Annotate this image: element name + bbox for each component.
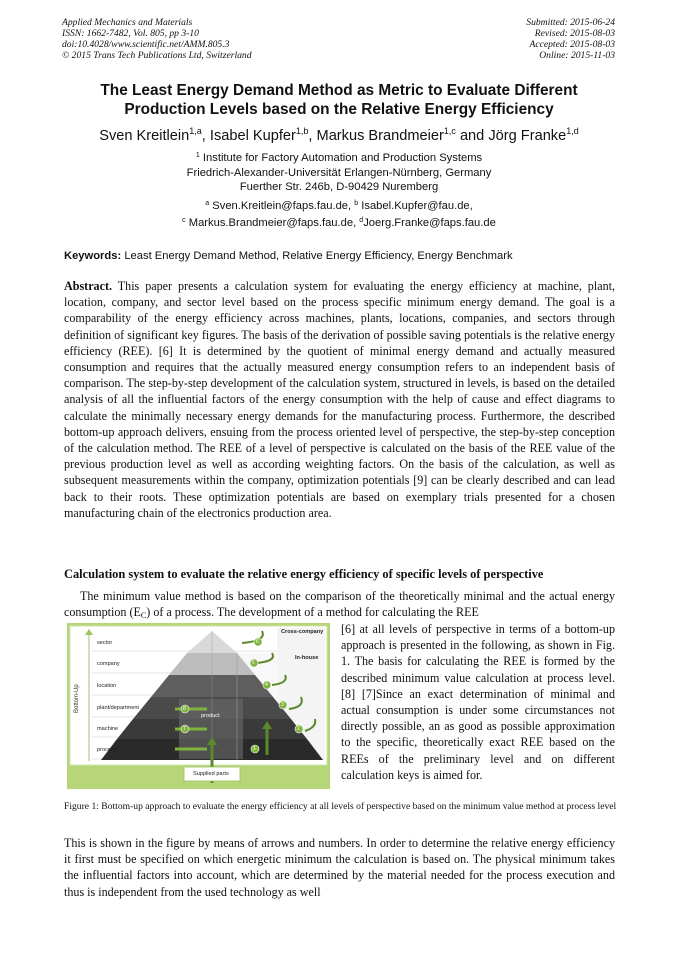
journal-copyright: © 2015 Trans Tech Publications Ltd, Switzerland xyxy=(62,50,252,61)
abstract-text: This paper presents a calculation system for evaluating the energy efficiency at machine, plant, location, company, and sector level based on the process specific minimum energy demand. The goal is a comparability of the energy efficiency across machines, plants, locations, companies, and sectors through definition of significant key figures. The basis of the derivation of possible saving potentials is the relative energy efficiency (REE). [6] It is determined by the quotient of minimal energy demand and actually measured consumption and requires that the actually measured energy consumption refers to an independent basis of comparison. The step-by-step development of the calculation system, structured in levels, is based on the detailed analysis of all the influential factors of the energy consumption with the help of cause and effect diagrams to calculate the minimally necessary energy demands for the manufacturing process. Furthermore, the described bottom-up approach delivers, ensuing from the process oriented level of perspective, the step-by-step conception of the calculation method. The REE of a level of perspective is calculated on the basis of the REE value of the previous production level as well as according weighting factors. On the basis of the calculation, as well as subsequent measurements within the company, optimization potentials [9] can be clearly described and can lead back to their roots. These optimization potentials are based on exemplary trials presented for a chosen manufacturing chain of the electronics production area. xyxy=(64,279,615,520)
paper-title xyxy=(40,81,638,119)
number-label: 5 xyxy=(252,660,255,666)
level-label-process: process xyxy=(97,747,117,753)
title-line-1: The Least Energy Demand Method as Metric to Evaluate Different xyxy=(100,82,578,99)
email-mark: b xyxy=(354,200,359,207)
number-label: 4 xyxy=(265,682,268,688)
author-affiliation-mark: 1,a xyxy=(189,126,202,136)
author-separator: , xyxy=(308,128,317,144)
level-label-plant: plant/department xyxy=(97,705,139,711)
section-intro xyxy=(64,588,615,624)
keywords xyxy=(64,249,616,263)
cross-company-label: Cross-company xyxy=(281,629,324,635)
author-emails xyxy=(40,197,638,230)
number-label: 2 xyxy=(297,726,300,732)
figure-axis-label: Bottom-Up xyxy=(74,684,80,713)
email-mark: c xyxy=(182,216,186,224)
journal-info xyxy=(62,17,252,61)
number-label: 1 xyxy=(253,746,256,752)
in-house-label: In-house xyxy=(295,655,319,661)
figure-1 xyxy=(67,623,330,789)
number-label: 7 xyxy=(183,726,186,732)
product-label: product xyxy=(201,713,220,719)
author-name: Sven Kreitlein xyxy=(99,128,190,144)
author-name: Markus Brandmeier xyxy=(316,128,444,144)
number-label: 8 xyxy=(183,706,186,712)
author-separator: and xyxy=(455,128,489,144)
level-label-machine: machine xyxy=(97,726,119,732)
body-paragraph: This is shown in the figure by means of arrows and numbers. In order to determine the relative energy efficiency it first must be specified on which energetic minimum the calculation is based on. The physical minimum takes the influential factors into account, which are determined by the material needed for the process execution and thus is independent from the used technology as well xyxy=(64,836,615,899)
publication-dates xyxy=(526,17,615,61)
author-name: Jörg Franke xyxy=(488,128,567,144)
email-mark: a xyxy=(205,200,210,207)
email-link[interactable]: Sven.Kreitlein@faps.fau.de, xyxy=(212,200,352,212)
abstract xyxy=(64,278,615,521)
journal-doi[interactable]: doi:10.4028/www.scientific.net/AMM.805.3 xyxy=(62,39,230,50)
author-list xyxy=(40,122,638,145)
figure-caption: Figure 1: Bottom-up approach to evaluate the energy efficiency at all levels of perspective based on the minimum value method at process level xyxy=(64,801,617,812)
date-submitted: Submitted: 2015-06-24 xyxy=(526,17,615,28)
author-affiliation-mark: 1,c xyxy=(443,126,456,136)
journal-issn: ISSN: 1662-7482, Vol. 805, pp 3-10 xyxy=(62,28,199,39)
affiliation-line-1: Institute for Factory Automation and Production Systems xyxy=(202,152,483,164)
email-link[interactable]: Markus.Brandmeier@faps.fau.de, xyxy=(188,216,357,229)
supplied-parts-label: Supplied parts xyxy=(193,771,229,777)
intro-text-1: The minimum value method is based on the comparison of the theoretically minimal and the actual energy consumption (E xyxy=(64,589,615,620)
email-link[interactable]: Isabel.Kupfer@fau.de, xyxy=(361,200,473,212)
affiliation-line-2: Friedrich-Alexander-Universität Erlangen-Nürnberg, Germany xyxy=(186,166,492,179)
affiliation xyxy=(40,149,638,195)
affiliation-mark: 1 xyxy=(195,152,200,159)
intro-text-2: ) of a process. The development of a method for calculating the REE xyxy=(146,605,479,620)
date-revised: Revised: 2015-08-03 xyxy=(534,28,615,39)
date-online: Online: 2015-11-03 xyxy=(539,50,615,61)
email-mark: d xyxy=(359,216,364,224)
intro-subscript: C xyxy=(140,611,147,621)
author-affiliation-mark: 1,d xyxy=(566,126,579,136)
keywords-label: Keywords: xyxy=(64,250,122,262)
author-separator: , xyxy=(201,128,210,144)
keywords-text: Least Energy Demand Method, Relative Energy Efficiency, Energy Benchmark xyxy=(124,250,513,262)
section-heading: Calculation system to evaluate the relative energy efficiency of specific levels of perspective xyxy=(64,567,544,581)
level-label-location: location xyxy=(97,683,117,689)
level-label-sector: sector xyxy=(97,640,113,646)
number-label: 6 xyxy=(256,639,259,645)
abstract-label: Abstract. xyxy=(64,279,113,293)
date-accepted: Accepted: 2015-08-03 xyxy=(529,39,615,50)
section-side-column: [6] at all levels of perspective in terms of a bottom-up approach is presented in the following, as shown in Fig. 1. The basis for calculating the REE is formed by the described minimum value calculation at process level. [8] [7]Since an exact determination of minimal and actual consumption is under some circumstances not directly possible, an as good as possible approximation to the specific, theoretically exact REE based on the REEs of the preliminary level and on different calculation keys is aimed for. xyxy=(341,622,615,782)
number-label: 3 xyxy=(281,702,284,708)
affiliation-line-3: Fuerther Str. 246b, D-90429 Nuremberg xyxy=(239,181,439,193)
email-link[interactable]: Joerg.Franke@faps.fau.de xyxy=(363,216,496,229)
level-label-company: company xyxy=(97,661,120,667)
title-line-2: Production Levels based on the Relative Energy Efficiency xyxy=(124,101,554,118)
author-name: Isabel Kupfer xyxy=(209,128,296,144)
author-affiliation-mark: 1,b xyxy=(295,126,309,136)
journal-name: Applied Mechanics and Materials xyxy=(62,17,193,28)
